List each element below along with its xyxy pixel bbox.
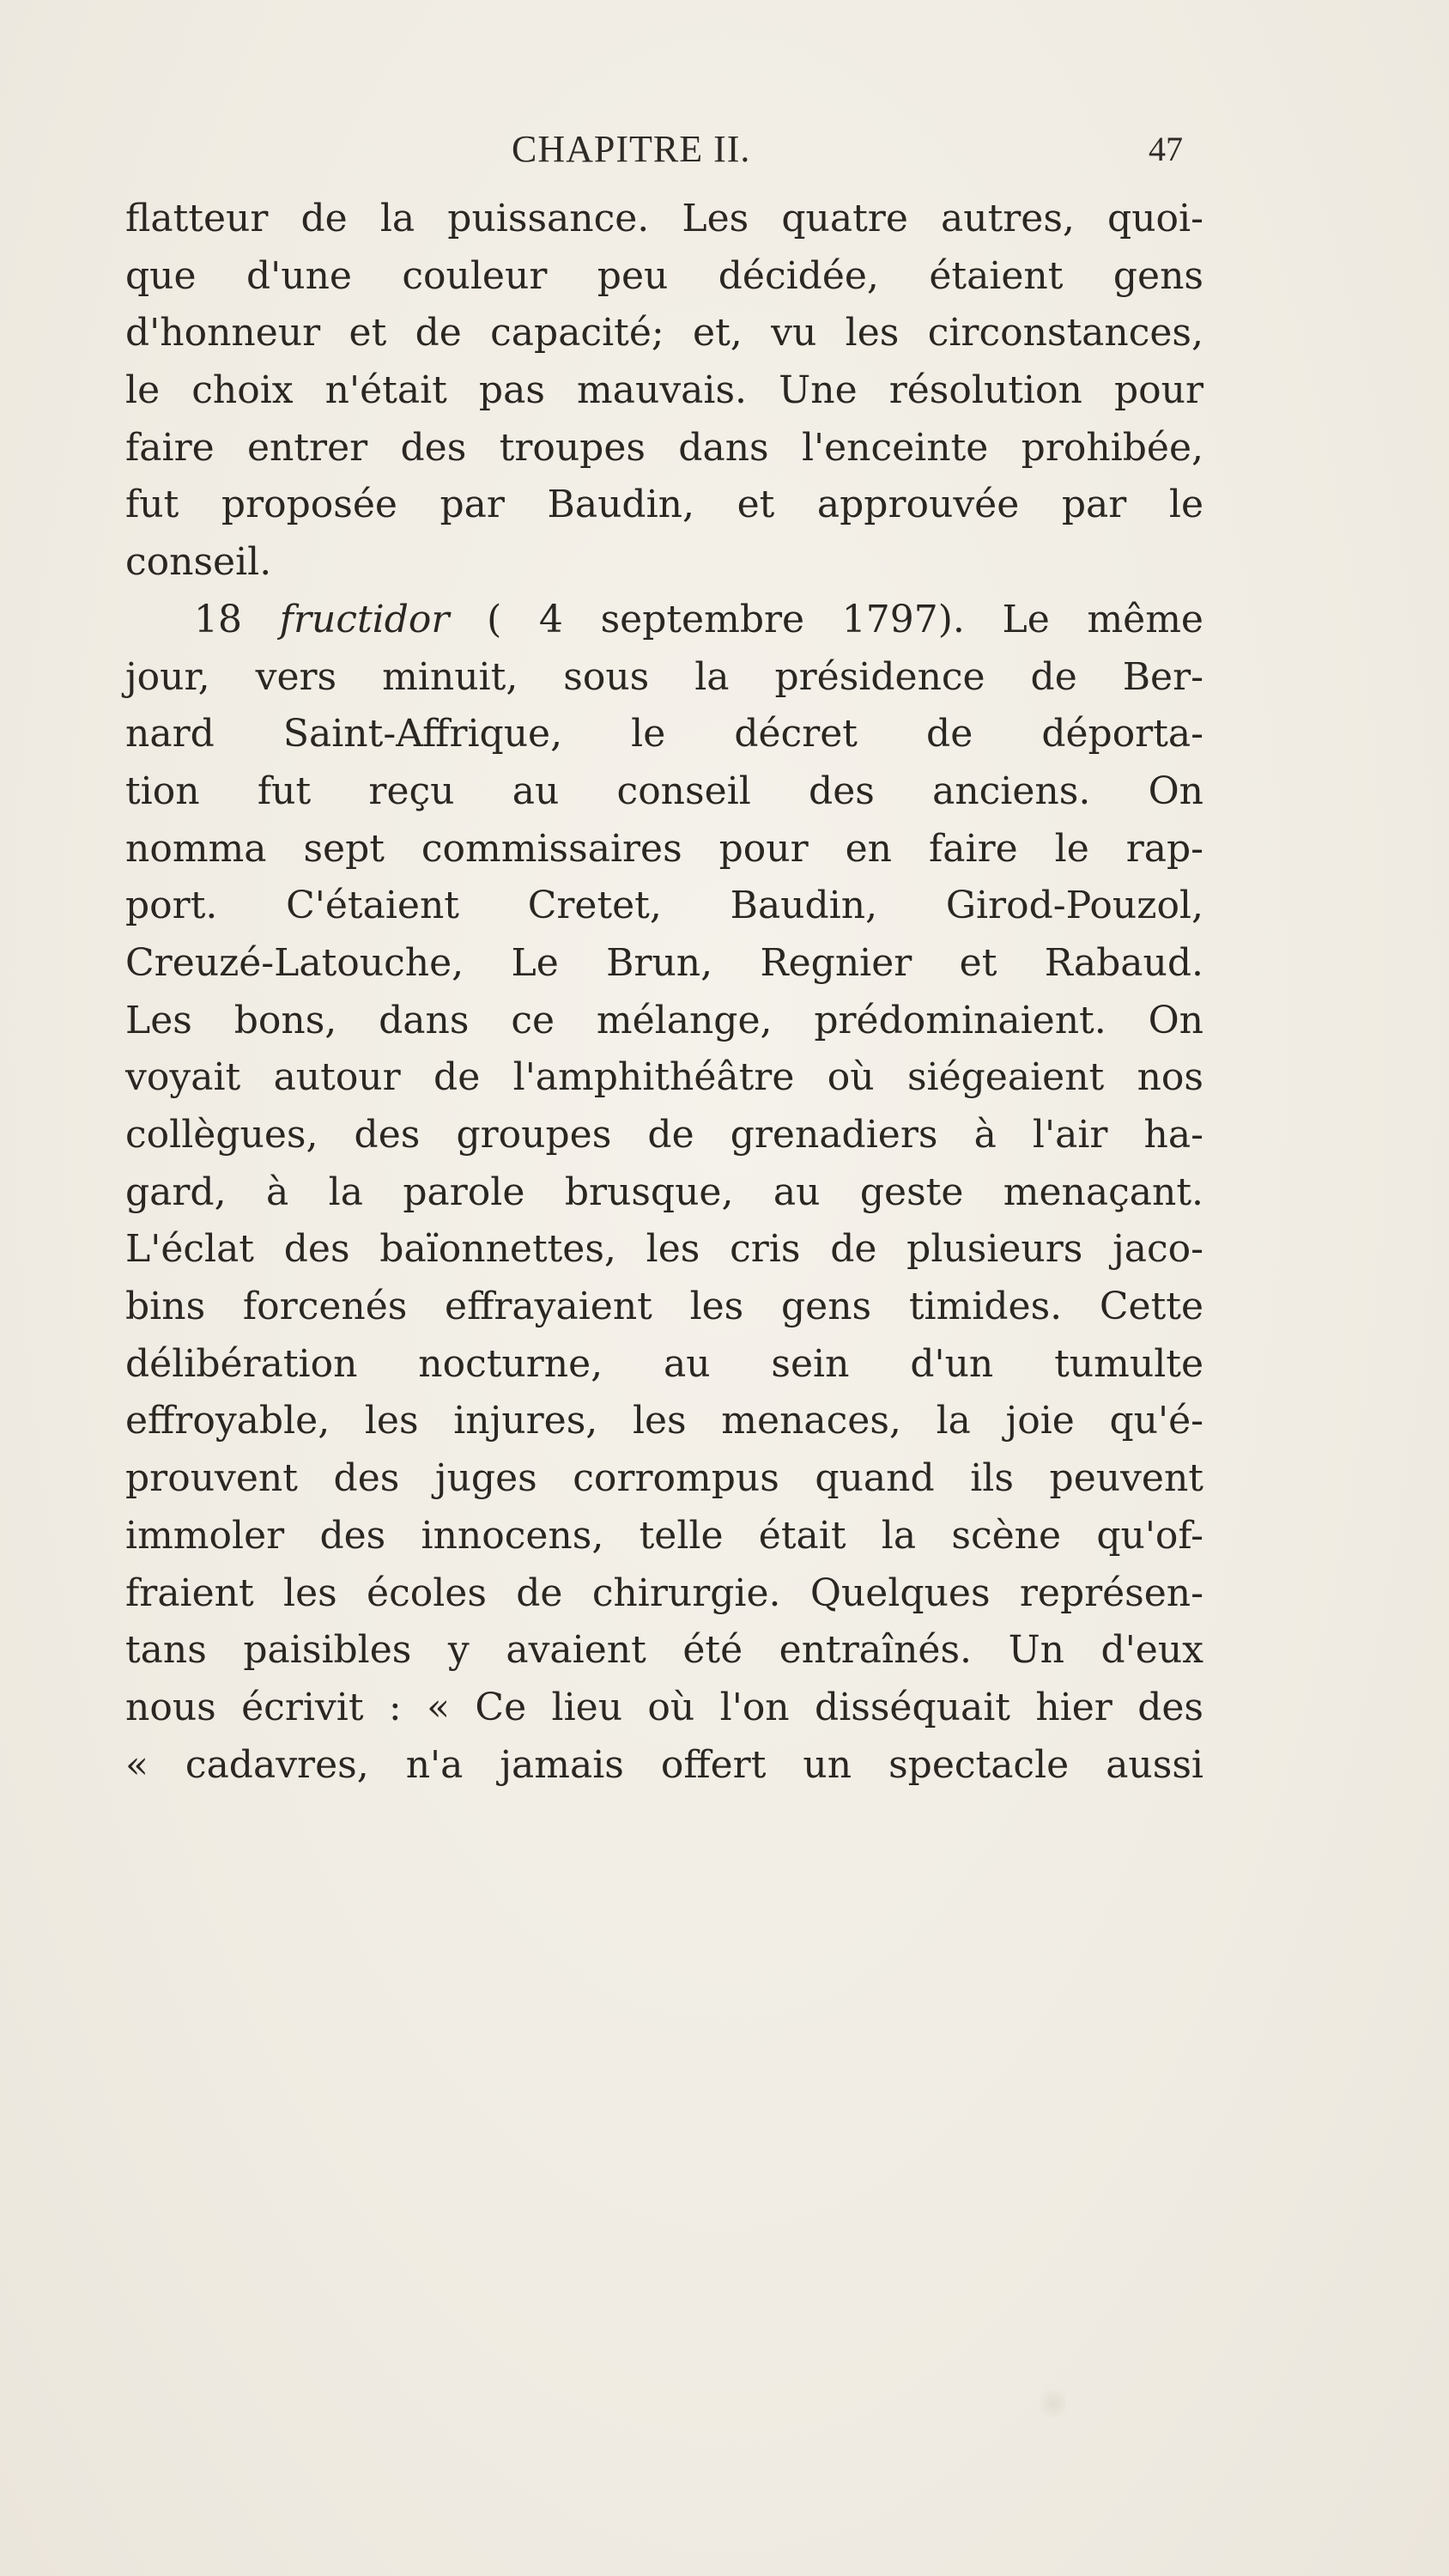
text-line: Creuzé-Latouche, Le Brun, Regnier et Rabaud. — [125, 940, 1203, 985]
text-line: délibération nocturne, au sein d'un tumulte — [125, 1341, 1203, 1386]
text-line: fraient les écoles de chirurgie. Quelques représen- — [125, 1571, 1203, 1615]
text-line: le choix n'était pas mauvais. Une résolution pour — [125, 368, 1203, 413]
text-line: immoler des innocens, telle était la scène qu'of- — [125, 1513, 1203, 1558]
text-line: jour, vers minuit, sous la présidence de Ber- — [125, 654, 1203, 699]
body-text — [125, 191, 1203, 1794]
text-line: faire entrer des troupes dans l'enceinte prohibée, — [125, 425, 1203, 470]
text-line: nous écrivit : « Ce lieu où l'on disséquait hier des — [125, 1685, 1203, 1729]
page-number: 47 — [1149, 130, 1183, 168]
text-line: effroyable, les injures, les menaces, la joie qu'é- — [125, 1399, 1203, 1443]
text-line: Les bons, dans ce mélange, prédominaient. On — [125, 998, 1203, 1042]
text-line: nard Saint-Affrique, le décret de déporta- — [125, 712, 1203, 756]
text-line: que d'une couleur peu décidée, étaient gens — [125, 253, 1203, 298]
text-line: « cadavres, n'a jamais offert un spectacle aussi — [125, 1742, 1203, 1787]
text-line: tans paisibles y avaient été entraînés. Un d'eux — [125, 1628, 1203, 1673]
date-month-italic: fructidor — [279, 597, 450, 641]
paper-smudge — [1040, 2384, 1066, 2423]
paragraph-start-line — [125, 592, 1203, 649]
text-line: prouvent des juges corrompus quand ils peuvent — [125, 1456, 1203, 1501]
text-line: nomma sept commissaires pour en faire le rap- — [125, 826, 1203, 871]
date-paren: ( 4 — [487, 597, 563, 641]
date-rest: septembre 1797). Le même — [600, 597, 1203, 641]
text-line: tion fut reçu au conseil des anciens. On — [125, 769, 1203, 813]
running-head — [0, 127, 1449, 179]
text-line: bins forcenés effrayaient les gens timides. Cette — [125, 1285, 1203, 1329]
text-line: gard, à la parole brusque, au geste menaçant. — [125, 1170, 1203, 1214]
text-line: L'éclat des baïonnettes, les cris de plusieurs jaco- — [125, 1227, 1203, 1272]
date-day: 18 — [194, 597, 242, 641]
chapter-title: CHAPITRE II. — [512, 128, 751, 170]
text-line: voyait autour de l'amphithéâtre où siégeaient nos — [125, 1055, 1203, 1100]
text-line: fut proposée par Baudin, et approuvée par le — [125, 483, 1203, 527]
text-line: port. C'étaient Cretet, Baudin, Girod-Pouzol, — [125, 884, 1203, 928]
text-line: conseil. — [125, 540, 272, 585]
text-line: flatteur de la puissance. Les quatre autres, quoi- — [125, 197, 1203, 240]
text-line: collègues, des groupes de grenadiers à l'air ha- — [125, 1113, 1203, 1157]
text-line: d'honneur et de capacité; et, vu les circonstances, — [125, 311, 1203, 355]
